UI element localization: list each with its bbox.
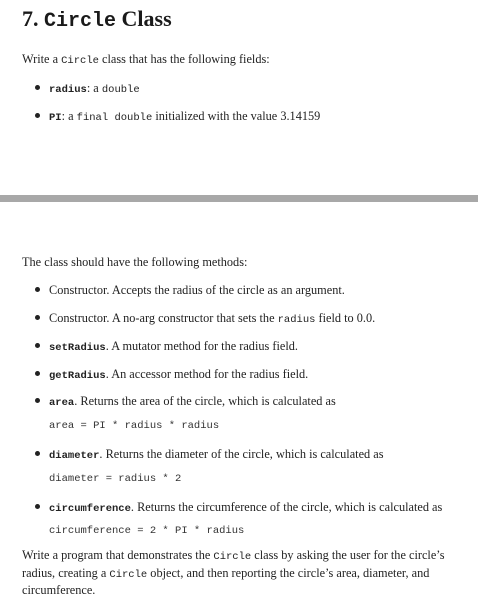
method-description: . Returns the circumference of the circle, which is calculated as <box>130 500 443 514</box>
method-item-constructor <box>36 282 345 298</box>
field-item-text <box>49 109 320 123</box>
method-description: . Returns the area of the circle, which is calculated as <box>74 394 336 408</box>
method-name: diameter <box>49 450 100 462</box>
field-item-radius <box>36 80 140 98</box>
closing-code-2: Circle <box>109 568 148 581</box>
field-type: final double <box>76 112 153 124</box>
method-text-after: field to 0.0. <box>315 311 376 325</box>
method-item-area <box>36 393 336 411</box>
title-number: 7. <box>22 6 39 31</box>
method-name: getRadius <box>49 370 106 382</box>
field-item-text <box>49 81 140 95</box>
intro-code: Circle <box>61 55 99 67</box>
methods-intro: The class should have the following methods: <box>22 255 248 269</box>
method-text: Constructor. Accepts the radius of the circle as an argument. <box>49 283 345 297</box>
method-name: circumference <box>49 503 131 515</box>
closing-code-1: Circle <box>213 551 252 563</box>
closing-text-2: class by asking the user for the circle’s radius, creating a <box>22 548 445 580</box>
field-separator: : a <box>61 109 77 123</box>
method-description: . A mutator method for the radius field. <box>105 339 298 353</box>
method-item-diameter <box>36 446 384 464</box>
method-text <box>49 447 384 461</box>
method-item-circumference <box>36 499 442 517</box>
field-type: double <box>101 84 140 96</box>
field-name: radius <box>49 84 87 96</box>
diameter-formula: diameter = radius * 2 <box>49 473 182 485</box>
method-text <box>49 311 375 325</box>
field-item-pi <box>36 108 320 126</box>
method-text-before: Constructor. A no-arg constructor that sets the <box>49 311 278 325</box>
method-description: . An accessor method for the radius field. <box>105 367 309 381</box>
title-word: Class <box>121 6 172 31</box>
circumference-formula: circumference = 2 * PI * radius <box>49 525 245 537</box>
method-text <box>49 394 336 408</box>
intro-text-after: class that has the following fields: <box>98 52 270 66</box>
method-item-setradius <box>36 338 298 356</box>
field-separator: : a <box>86 81 102 95</box>
field-name: PI <box>49 112 62 124</box>
page-title <box>22 5 172 36</box>
title-code: Circle <box>44 10 117 33</box>
closing-text-3: object, and then reporting the circle’s area, diameter, and circumference. <box>22 565 430 597</box>
intro-text-before: Write a <box>22 52 62 66</box>
method-text <box>49 339 298 353</box>
intro-paragraph <box>22 51 270 69</box>
method-description: . Returns the diameter of the circle, which is calculated as <box>99 447 384 461</box>
method-item-getradius <box>36 366 308 384</box>
method-name: area <box>49 397 75 409</box>
method-code: radius <box>277 314 316 326</box>
closing-paragraph <box>22 548 467 599</box>
closing-text-1: Write a program that demonstrates the <box>22 548 214 562</box>
area-formula: area = PI * radius * radius <box>49 420 220 432</box>
method-text <box>49 367 308 381</box>
method-name: setRadius <box>49 342 106 354</box>
section-divider <box>0 195 478 202</box>
method-item-noarg-constructor <box>36 310 375 328</box>
method-text <box>49 500 442 514</box>
field-description: initialized with the value 3.14159 <box>152 109 321 123</box>
